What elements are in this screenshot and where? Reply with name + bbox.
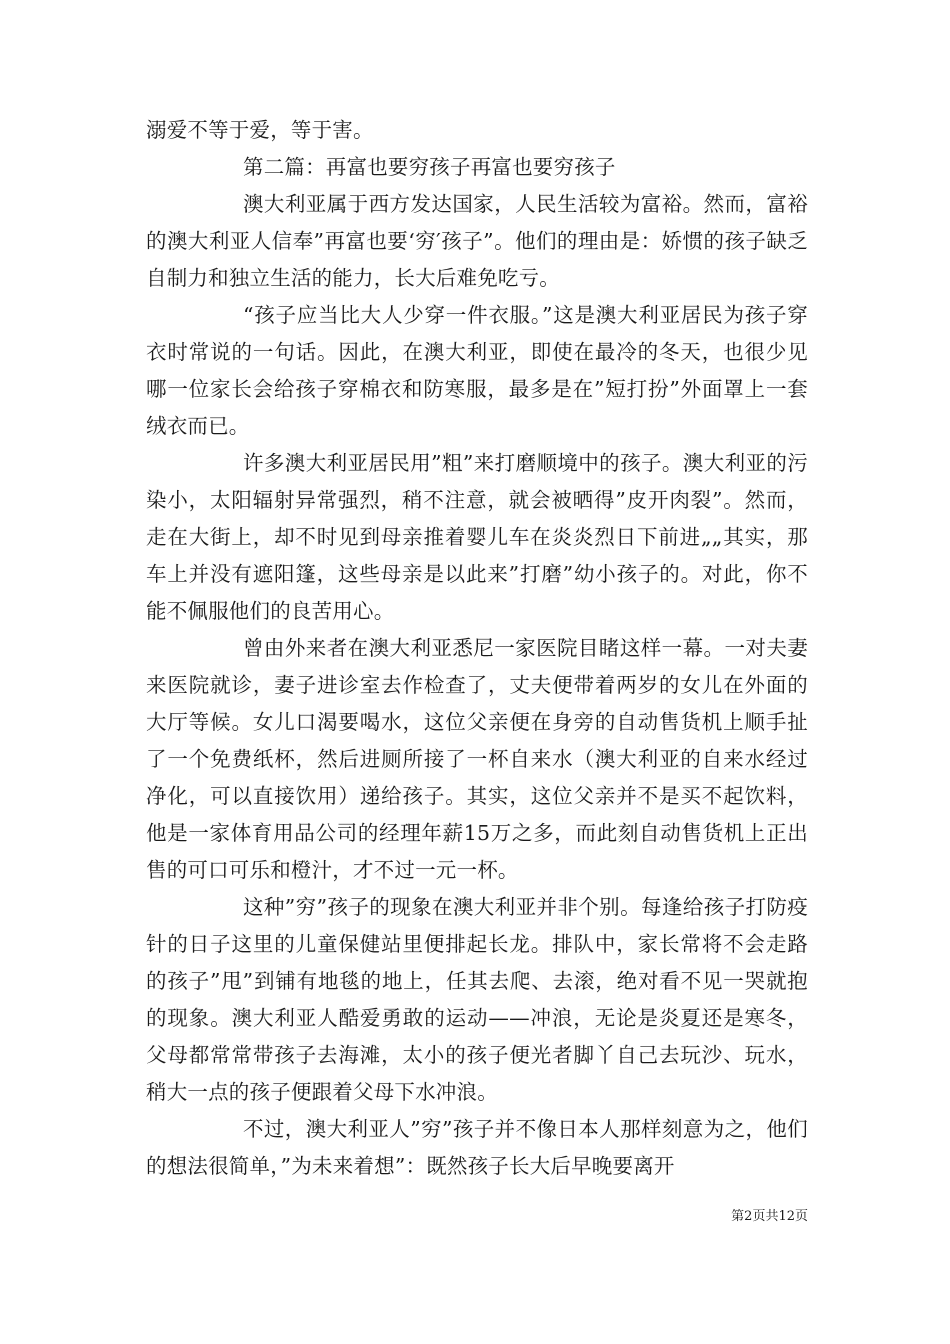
paragraph-conclusion: 溺爱不等于爱，等于害。 xyxy=(146,118,374,142)
section-heading: 第二篇：再富也要穷孩子再富也要穷孩子 xyxy=(243,155,616,179)
paragraph: 不过，澳大利亚人”穷”孩子并不像日本人那样刻意为之，他们的想法很简单，”为未来着想”：既然孩子长大后早晚要离开 xyxy=(146,1117,808,1178)
document-body xyxy=(146,112,808,1185)
paragraph: “孩子应当比大人少穿一件衣服。”这是澳大利亚居民为孩子穿衣时常说的一句话。因此，在澳大利亚，即使在最冷的冬天，也很少见哪一位家长会给孩子穿棉衣和防寒服，最多是在”短打扮”外面罩上一套绒衣而已。 xyxy=(146,303,808,438)
paragraph: 许多澳大利亚居民用”粗”来打磨顺境中的孩子。澳大利亚的污染小，太阳辐射异常强烈，稍不注意，就会被晒得”皮开肉裂”。然而，走在大街上，却不时见到母亲推着婴儿车在炎炎烈日下前进„„其实，那车上并没有遮阳篷，这些母亲是以此来”打磨”幼小孩子的。对此，你不能不佩服他们的良苦用心。 xyxy=(146,451,808,623)
paragraph: 澳大利亚属于西方发达国家，人民生活较为富裕。然而，富裕的澳大利亚人信奉”再富也要‘穷′孩子”。他们的理由是：娇惯的孩子缺乏自制力和独立生活的能力，长大后难免吃亏。 xyxy=(146,192,808,290)
paragraph: 曾由外来者在澳大利亚悉尼一家医院目睹这样一幕。一对夫妻来医院就诊，妻子进诊室去作检查了，丈夫便带着两岁的女儿在外面的大厅等候。女儿口渴要喝水，这位父亲便在身旁的自动售货机上顺手扯了一个免费纸杯，然后进厕所接了一杯自来水（澳大利亚的自来水经过净化，可以直接饮用）递给孩子。其实，这位父亲并不是买不起饮料，他是一家体育用品公司的经理年薪15万之多，而此刻自动售货机上正出售的可口可乐和橙汁，才不过一元一杯。 xyxy=(146,636,808,882)
page-number: 第2页共12页 xyxy=(731,1209,808,1224)
paragraph: 这种”穷”孩子的现象在澳大利亚并非个别。每逢给孩子打防疫针的日子这里的儿童保健站里便排起长龙。排队中，家长常将不会走路的孩子”甩”到铺有地毯的地上，任其去爬、去滚，绝对看不见一哭就抱的现象。澳大利亚人酷爱勇敢的运动——冲浪，无论是炎夏还是寒冬，父母都常常带孩子去海滩，太小的孩子便光者脚丫自己去玩沙、玩水，稍大一点的孩子便跟着父母下水冲浪。 xyxy=(146,895,808,1104)
